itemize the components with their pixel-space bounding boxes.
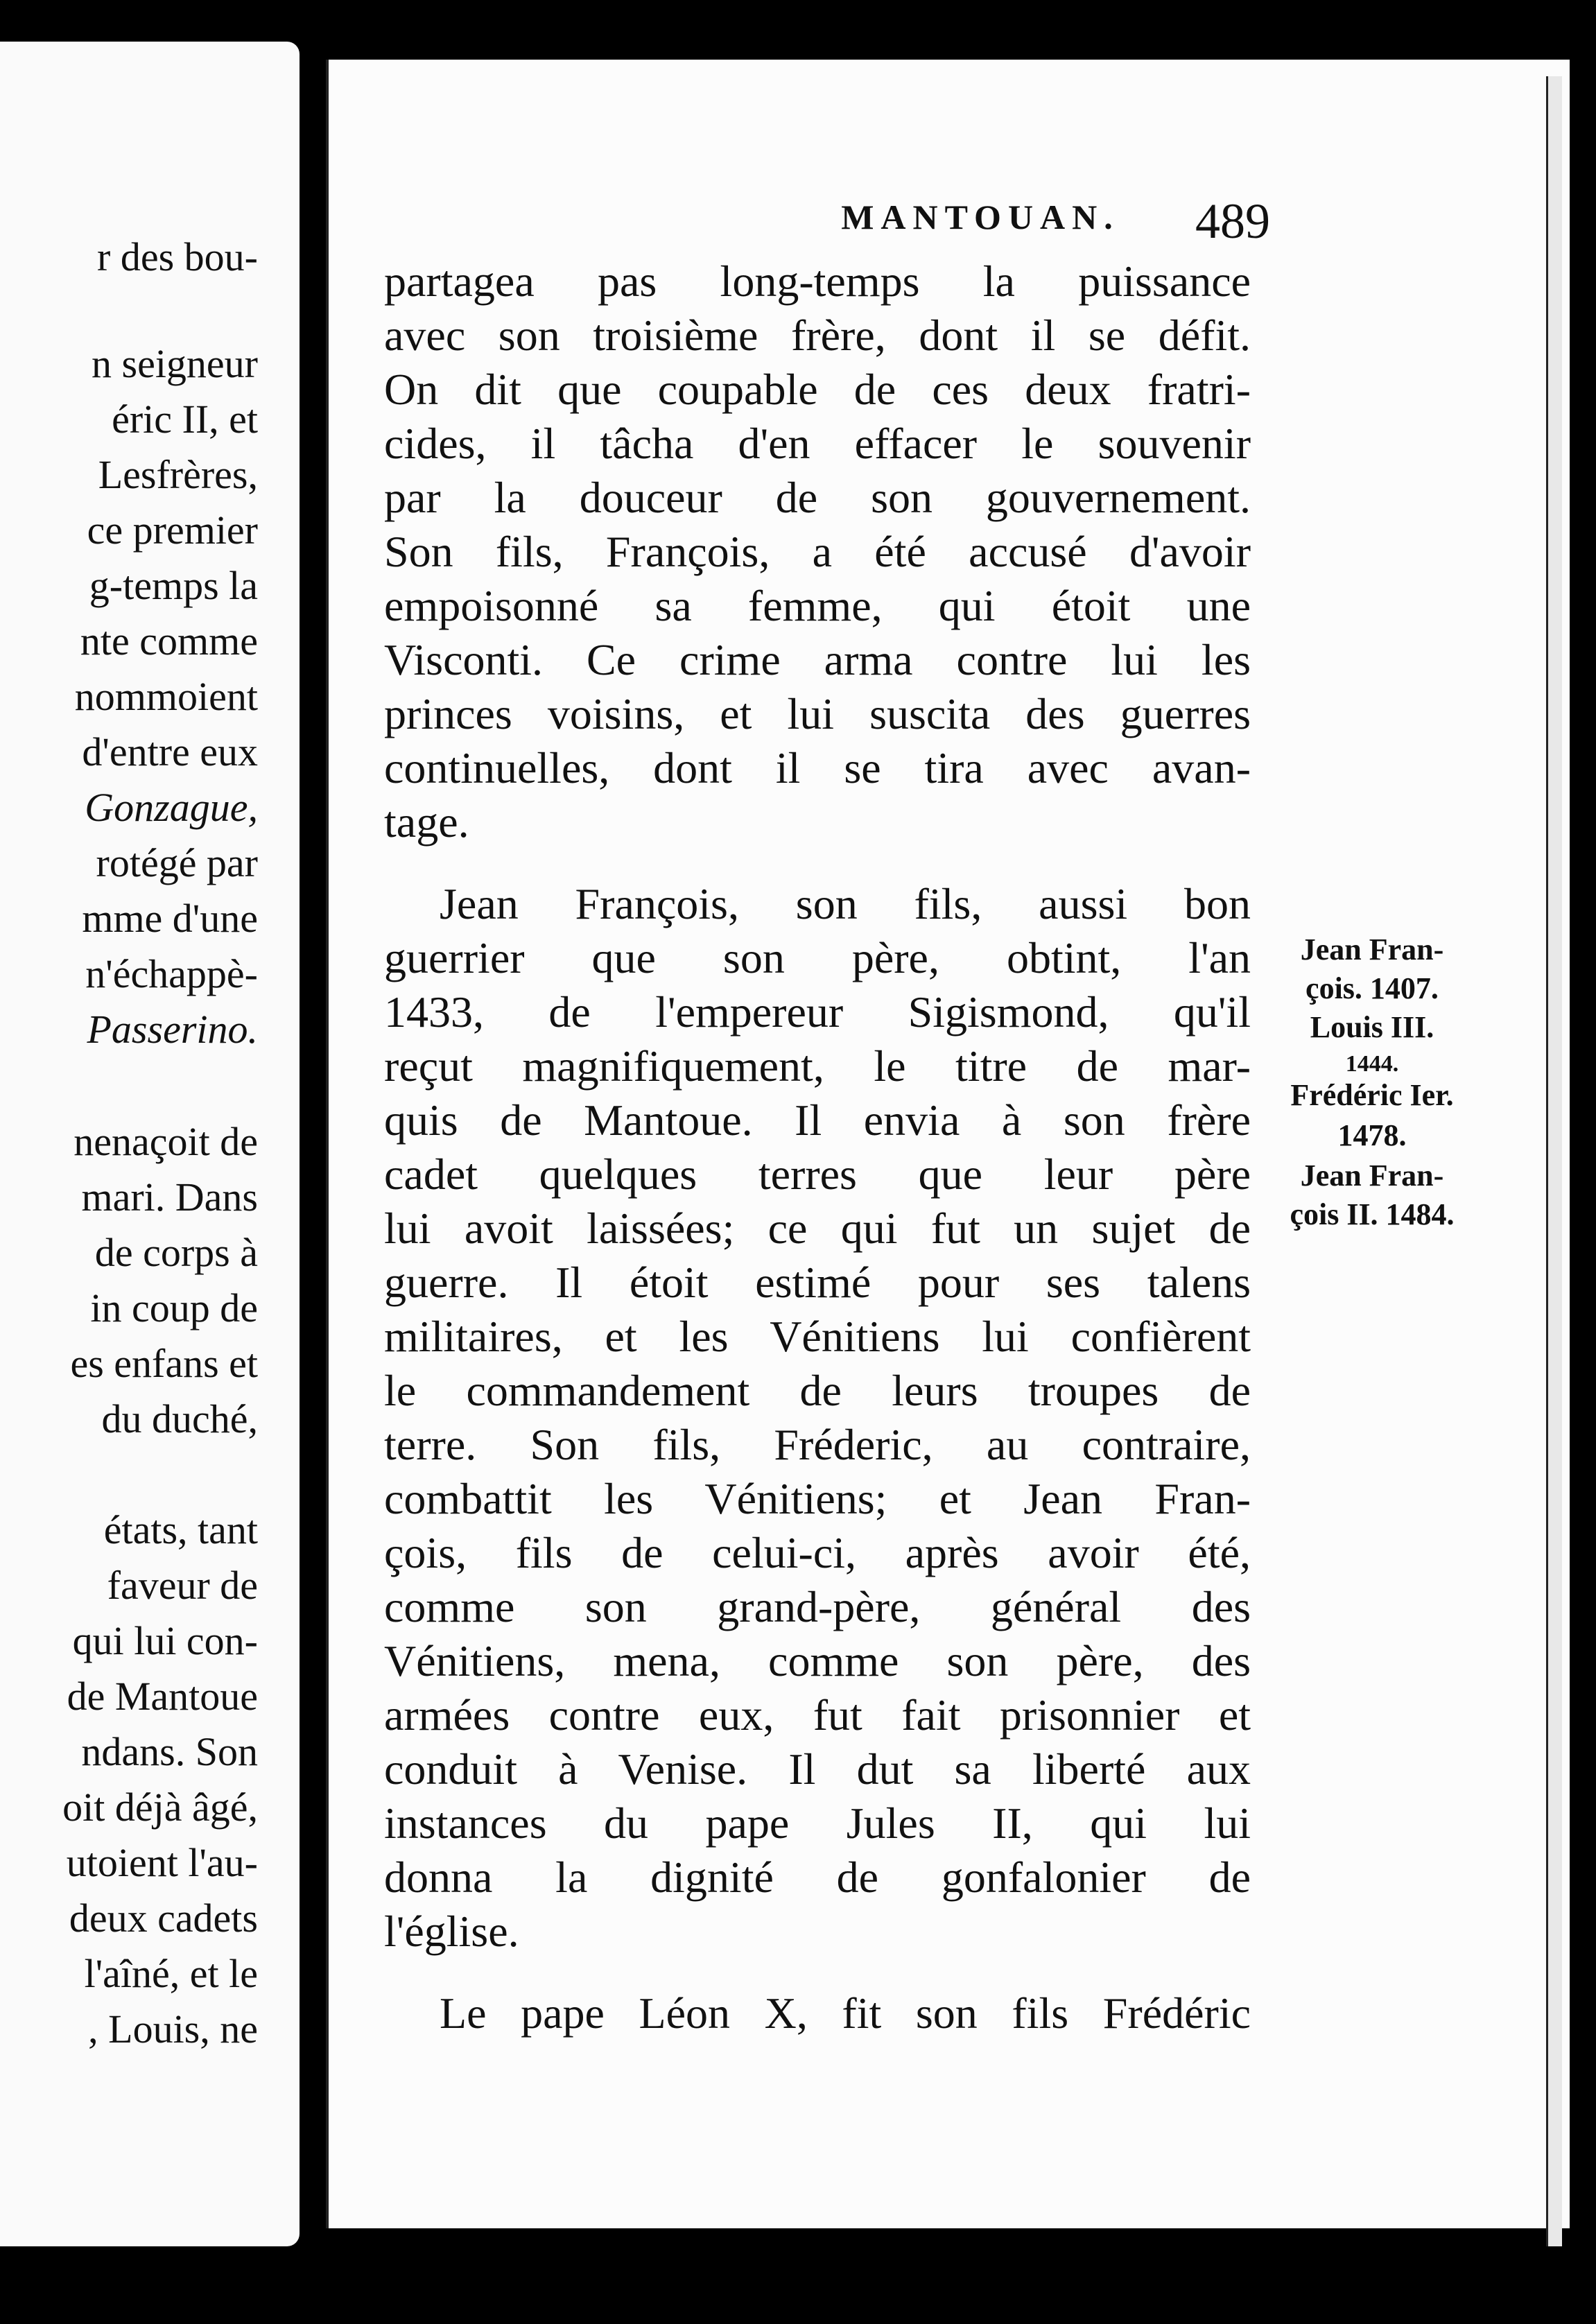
running-head: MANTOUAN. xyxy=(841,198,1120,236)
text-line: guerrier que son père, obtint, l'an xyxy=(384,933,1251,982)
left-page-line: mari. Dans xyxy=(81,1174,258,1220)
left-page-line: nenaçoit de xyxy=(73,1119,258,1164)
text-line: Son fils, François, a été accusé d'avoir xyxy=(384,527,1251,576)
text-line: continuelles, dont il se tira avec avan- xyxy=(384,743,1251,792)
text-line: Le pape Léon X, fit son fils Frédéric xyxy=(440,1988,1251,2038)
text-line: On dit que coupable de ces deux fratri- xyxy=(384,365,1251,414)
left-page-line: utoient l'au- xyxy=(66,1840,258,1885)
left-page-line: r des bou- xyxy=(97,234,258,279)
margin-note-line: Jean Fran- xyxy=(1300,933,1444,966)
text-line: avec son troisième frère, dont il se défit. xyxy=(384,311,1251,360)
text-line: instances du pape Jules II, qui lui xyxy=(384,1798,1251,1848)
left-page-line: nte comme xyxy=(80,618,258,664)
left-page-line: qui lui con- xyxy=(72,1618,258,1663)
text-line: armées contre eux, fut fait prisonnier et xyxy=(384,1690,1251,1740)
left-page-line: d'entre eux xyxy=(82,729,258,774)
text-line: donna la dignité de gonfalonier de xyxy=(384,1853,1251,1902)
text-line: cadet quelques terres que leur père xyxy=(384,1150,1251,1199)
margin-note-line: çois II. 1484. xyxy=(1290,1197,1455,1231)
left-page-line: éric II, et xyxy=(112,397,258,442)
left-page-line: , Louis, ne xyxy=(88,2006,258,2052)
left-page xyxy=(0,42,300,2246)
left-page-line: oit déjà âgé, xyxy=(62,1785,258,1830)
text-line: tage. xyxy=(384,797,469,847)
text-line: le commandement de leurs troupes de xyxy=(384,1366,1251,1415)
text-line: empoisonné sa femme, qui étoit une xyxy=(384,581,1251,630)
text-line: partagea pas long-temps la puissance xyxy=(384,257,1251,306)
margin-note-line: çois. 1407. xyxy=(1306,971,1439,1005)
left-page-line: nommoient xyxy=(74,674,258,719)
page-fore-edge xyxy=(1546,76,1562,2246)
right-page xyxy=(326,60,1570,2228)
left-page-line: deux cadets xyxy=(69,1896,258,1941)
text-line: conduit à Venise. Il dut sa liberté aux xyxy=(384,1744,1251,1794)
left-page-line: Gonzague, xyxy=(85,785,258,830)
text-line: combattit les Vénitiens; et Jean Fran- xyxy=(384,1474,1251,1523)
text-line: l'église. xyxy=(384,1907,519,1956)
left-page-line: du duché, xyxy=(101,1396,258,1441)
left-page-line: l'aîné, et le xyxy=(84,1951,258,1996)
page-number: 489 xyxy=(1195,193,1270,249)
text-line: reçut magnifiquement, le titre de mar- xyxy=(384,1041,1251,1091)
book-spine-gutter xyxy=(300,28,327,2274)
left-page-line: in coup de xyxy=(90,1285,258,1330)
left-page-line: g-temps la xyxy=(89,563,258,608)
text-line: çois, fils de celui-ci, après avoir été, xyxy=(384,1528,1251,1577)
text-line: 1433, de l'empereur Sigismond, qu'il xyxy=(384,987,1251,1037)
left-page-line: n seigneur xyxy=(92,341,258,386)
text-line: par la douceur de son gouvernement. xyxy=(384,473,1251,522)
left-page-line: de corps à xyxy=(94,1230,258,1275)
text-line: Vénitiens, mena, comme son père, des xyxy=(384,1636,1251,1685)
text-line: terre. Son fils, Fréderic, au contraire, xyxy=(384,1420,1251,1469)
left-page-line: Lesfrères, xyxy=(98,452,258,497)
text-line: lui avoit laissées; ce qui fut un sujet de xyxy=(384,1204,1251,1253)
margin-note-line: Louis III. xyxy=(1310,1010,1434,1044)
text-line: guerre. Il étoit estimé pour ses talens xyxy=(384,1258,1251,1307)
left-page-line: Passerino. xyxy=(87,1007,258,1052)
left-page-line: faveur de xyxy=(107,1563,258,1608)
left-page-line: mme d'une xyxy=(82,896,258,941)
left-page-line: états, tant xyxy=(103,1507,258,1552)
text-line: Visconti. Ce crime arma contre lui les xyxy=(384,635,1251,684)
margin-note-line: Jean Fran- xyxy=(1300,1159,1444,1193)
left-page-line: ce premier xyxy=(87,508,258,553)
text-line: princes voisins, et lui suscita des guerres xyxy=(384,689,1251,738)
margin-note-line: 1478. xyxy=(1337,1118,1407,1152)
text-line: Jean François, son fils, aussi bon xyxy=(440,879,1251,928)
left-page-line: n'échappè- xyxy=(85,951,258,996)
left-page-line: de Mantoue xyxy=(67,1674,258,1719)
left-page-line: ndans. Son xyxy=(81,1729,258,1774)
text-line: quis de Mantoue. Il envia à son frère xyxy=(384,1095,1251,1145)
margin-note-line: Frédéric Ier. xyxy=(1290,1078,1454,1112)
text-line: militaires, et les Vénitiens lui confièrent xyxy=(384,1312,1251,1361)
text-line: cides, il tâcha d'en effacer le souvenir xyxy=(384,419,1251,468)
left-page-line: es enfans et xyxy=(70,1341,258,1386)
margin-note-line: 1444. xyxy=(1345,1051,1399,1077)
left-page-line: rotégé par xyxy=(96,840,258,885)
text-line: comme son grand-père, général des xyxy=(384,1582,1251,1631)
